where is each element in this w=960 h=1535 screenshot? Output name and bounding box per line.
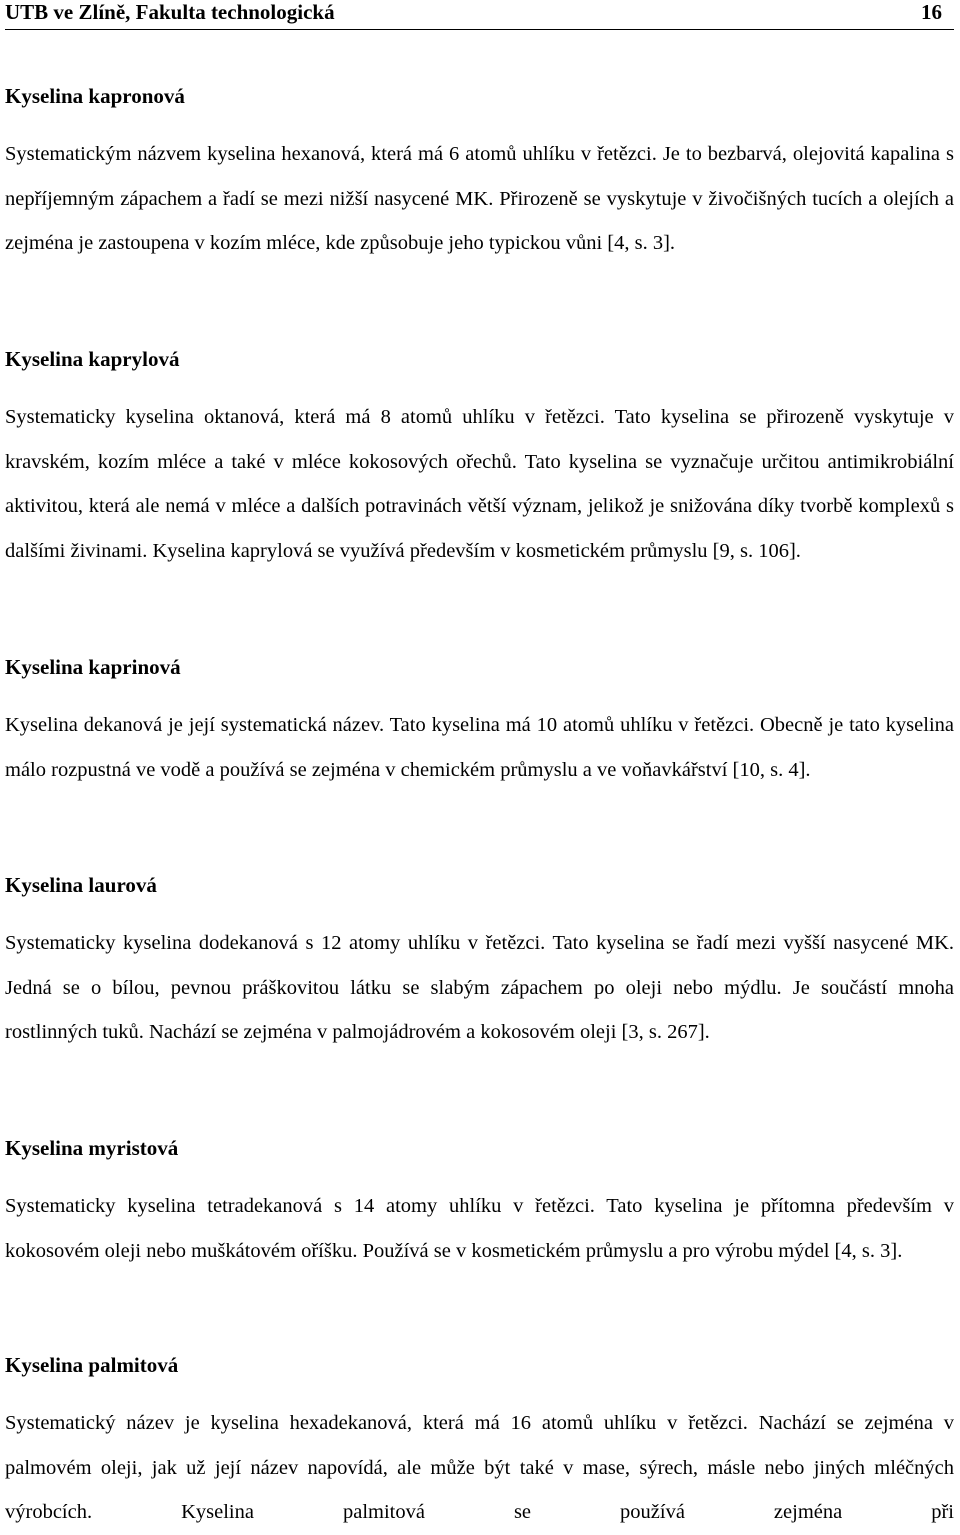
- section-kaprylova-body: [5, 395, 954, 573]
- section-paragraph: Systematicky kyselina dodekanová s 12 atomy uhlíku v řetězci. Tato kyselina se řadí mezi vyšší nasycené MK. Jedná se o bílou, pevnou práškovitou látku se slabým zápachem po oleji nebo mýdlu. Je součástí mnoha rostlinných tuků. Nachází se zejména v palmojádrovém a kokosovém oleji [3, s. 267].: [5, 932, 954, 1043]
- section-paragraph: Kyselina dekanová je její systematická název. Tato kyselina má 10 atomů uhlíku v řetězci. Obecně je tato kyselina málo rozpustná ve vodě a používá se zejména v chemickém průmyslu a ve voňavkářství [10, s. 4].: [5, 714, 954, 781]
- section-palmitova: [5, 1353, 954, 1377]
- section-heading: Kyselina myristová: [5, 1136, 179, 1160]
- section-paragraph: Systematický název je kyselina hexadekanová, která má 16 atomů uhlíku v řetězci. Nachází se zejména v palmovém oleji, jak už její název napovídá, ale může být také v mase, sýrech, másle nebo jiných mléčných výrobcích. Kyselina palmitová se používá zejména při: [5, 1412, 954, 1523]
- section-heading: Kyselina kapronová: [5, 84, 185, 108]
- section-paragraph: Systematicky kyselina oktanová, která má 8 atomů uhlíku v řetězci. Tato kyselina se přirozeně vyskytuje v kravském, kozím mléce a také v mléce kokosových ořechů. Tato kyselina se vyznačuje určitou antimikrobiální aktivitou, která ale nemá v mléce a dalších potravinách větší význam, jelikož je snižována díky tvorbě komplexů s dalšími živinami. Kyselina kaprylová se využívá především v kosmetickém průmyslu [9, s. 106].: [5, 406, 954, 562]
- section-myristova-body: [5, 1184, 954, 1273]
- section-laurova-body: [5, 921, 954, 1055]
- section-heading: Kyselina laurová: [5, 873, 157, 897]
- section-paragraph: Systematickým názvem kyselina hexanová, která má 6 atomů uhlíku v řetězci. Je to bezbarvá, olejovitá kapalina s nepříjemným zápachem a řadí se mezi nižší nasycené MK. Přirozeně se vyskytuje v živočišných tucích a olejích a zejména je zastoupena v kozím mléce, kde způsobuje jeho typickou vůni [4, s. 3].: [5, 143, 954, 254]
- page-header: [5, 0, 954, 30]
- section-palmitova-body: [5, 1401, 954, 1535]
- section-kaprylova: [5, 347, 954, 371]
- page-number: 16: [921, 0, 942, 24]
- section-heading: Kyselina palmitová: [5, 1353, 179, 1377]
- section-heading: Kyselina kaprylová: [5, 347, 180, 371]
- section-heading: Kyselina kaprinová: [5, 655, 181, 679]
- section-paragraph: Systematicky kyselina tetradekanová s 14 atomy uhlíku v řetězci. Tato kyselina je přítomna především v kokosovém oleji nebo muškátovém oříšku. Používá se v kosmetickém průmyslu a pro výrobu mýdel [4, s. 3].: [5, 1195, 954, 1262]
- section-kapronova-body: [5, 132, 954, 266]
- header-title: UTB ve Zlíně, Fakulta technologická: [5, 0, 335, 24]
- section-myristova: [5, 1136, 954, 1160]
- section-kapronova: [5, 84, 954, 108]
- section-kaprinova: [5, 655, 954, 679]
- section-laurova: [5, 873, 954, 897]
- section-kaprinova-body: [5, 703, 954, 792]
